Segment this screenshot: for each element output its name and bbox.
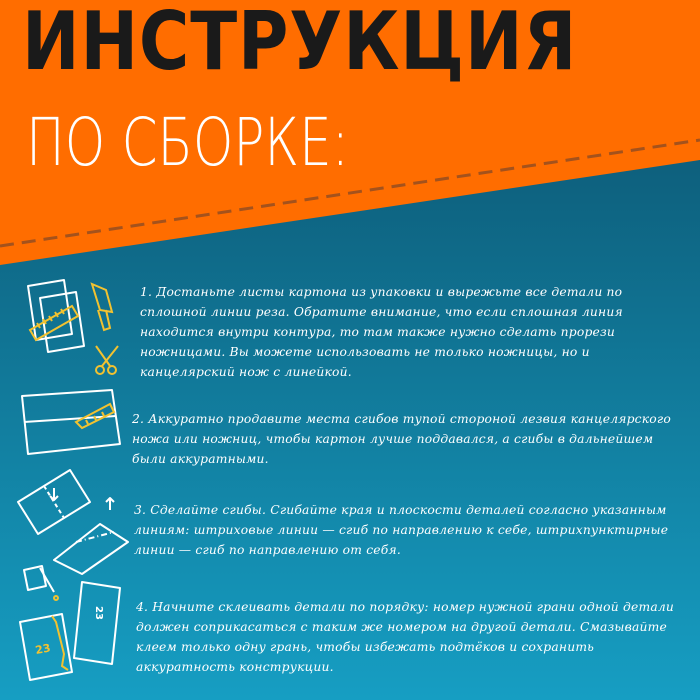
- part-number-label: 23: [34, 641, 52, 657]
- page-subtitle: ПО СБОРКЕ:: [26, 104, 349, 181]
- step-1-text: 1. Достаньте листы картона из упаковки и вырежьте все детали по сплошной линии реза. Обратите внимание, что если сплошная линия находится внутри контура, то там также нужно сделать прорези ножницами. Вы можете использовать не только ножницы, но и канцелярский нож с линейкой.: [140, 285, 623, 379]
- page-title: ИНСТРУКЦИЯ: [22, 0, 578, 88]
- fold-icon: [10, 462, 135, 577]
- step-2-text: 2. Аккуратно продавите места сгибов тупой стороной лезвия канцелярского ножа или ножниц, чтобы картон лучше поддавался, а сгибы в дальнейшем были аккуратными.: [132, 412, 671, 466]
- part-number-label: 23: [93, 606, 104, 620]
- crease-icon: [14, 382, 129, 462]
- step-3-text: 3. Сделайте сгибы. Сгибайте края и плоскости деталей согласно указанным линиям: штриховые линии — сгиб по направлению к себе, штрихпунктирные линии — сгиб по направлению от себя.: [134, 503, 669, 557]
- cut-materials-icon: [14, 272, 129, 382]
- glue-icon: [12, 562, 132, 687]
- step-4-text: 4. Начните склеивать детали по порядку: номер нужной грани одной детали должен соприкасаться с таким же номером на другой детали. Смазывайте клеем только одну грань, чтобы избежать подтёков и сохранить аккуратность конструкции.: [136, 600, 675, 674]
